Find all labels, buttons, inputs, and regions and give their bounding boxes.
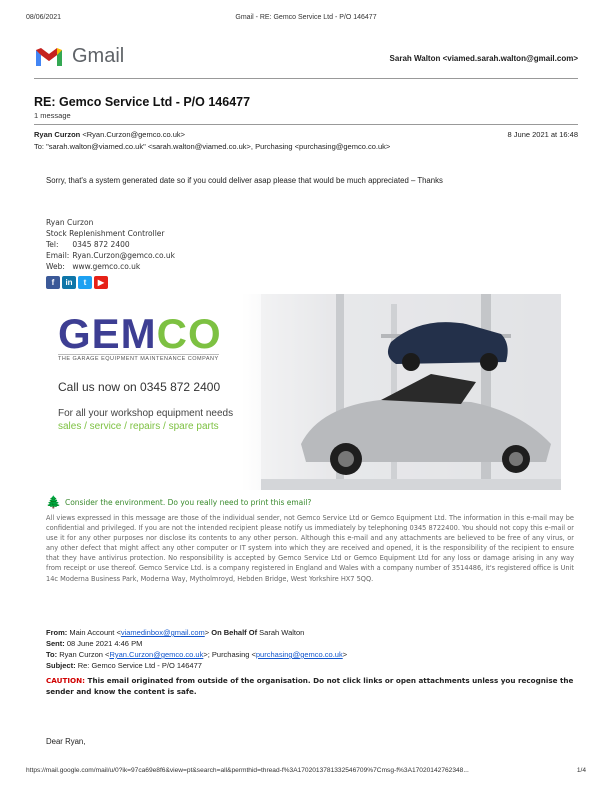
- gemco-banner[interactable]: [46, 294, 561, 490]
- signature-email: [46, 251, 175, 260]
- disclaimer: All views expressed in this message are those of the individual sender, not Gemco Service Ltd or Gemco Equipment Ltd. The information in this e-mail may be confidential and privileged. If you are not the intended recipient please notify us immediately by telephoning 0345 8722400. You should not copy this e-mail or use it for any other purposes nor disclose its contents to any other person. Although this e-mail and any attachments are believed to be free of any virus, or any other defect that might affect any other computer or IT system into which they are received and opened, it is the responsibility of the recipient to ensure that they have antivirus protection. No responsibility is accepted by Gemco Service Ltd or Gemco Equipment Ltd for any loss or damage arising in any way from receipt or use thereof. Gemco Service Ltd. is a company registered in England and Wales with a company number of 3514486, it's registered office is Unit 14c Moderna Business Park, Moderna Way, Mytholmroyd, Hebden Bridge, West Yorkshire HX7 5QQ.: [46, 514, 574, 583]
- signature-web: [46, 262, 140, 271]
- footer-page: 1/4: [576, 767, 586, 774]
- tel-value: 0345 872 2400: [72, 240, 130, 249]
- signature-name: Ryan Curzon: [46, 218, 94, 227]
- account-email: Sarah Walton <viamed.sarah.walton@gmail.com>: [389, 54, 578, 63]
- workshop-photo-icon: [261, 294, 561, 490]
- tel-label: Tel:: [46, 240, 59, 249]
- divider: [34, 78, 578, 79]
- linkedin-icon[interactable]: in: [62, 276, 76, 289]
- fwd-sent: Sent: 08 June 2021 4:46 PM: [46, 639, 143, 648]
- thread-subject: RE: Gemco Service Ltd - P/O 146477: [34, 95, 251, 109]
- environment-note: [46, 495, 311, 509]
- web-value[interactable]: www.gemco.co.uk: [72, 262, 141, 271]
- fwd-from: From: Main Account <viamedinbox@gmail.com> On Behalf Of Sarah Walton: [46, 628, 305, 637]
- gemco-logo: GEMCO: [58, 310, 222, 357]
- fwd-from-email[interactable]: viamedinbox@gmail.com: [120, 628, 205, 637]
- tree-icon: 🌲: [46, 495, 61, 509]
- caution-label: CAUTION:: [46, 676, 86, 685]
- facebook-icon[interactable]: f: [46, 276, 60, 289]
- sender: [34, 130, 185, 139]
- banner-services: sales / service / repairs / spare parts: [58, 421, 219, 432]
- gemco-tagline: THE GARAGE EQUIPMENT MAINTENANCE COMPANY: [58, 356, 219, 362]
- youtube-icon[interactable]: ▶: [94, 276, 108, 289]
- message-date: 8 June 2021 at 16:48: [507, 130, 578, 139]
- print-title: Gmail - RE: Gemco Service Ltd - P/O 146477: [235, 14, 377, 21]
- divider: [34, 124, 578, 125]
- web-label: Web:: [46, 262, 65, 271]
- fwd-to: To: Ryan Curzon <Ryan.Curzon@gemco.co.uk>; Purchasing <purchasing@gemco.co.uk>: [46, 650, 348, 659]
- fwd-subject: Subject: Re: Gemco Service Ltd - P/O 146477: [46, 661, 202, 670]
- print-date: 08/06/2021: [26, 14, 62, 21]
- sender-name: Ryan Curzon: [34, 130, 81, 139]
- fwd-to-email2[interactable]: purchasing@gemco.co.uk: [255, 650, 343, 659]
- email-label: Email:: [46, 251, 70, 260]
- banner-call: Call us now on 0345 872 2400: [58, 380, 221, 394]
- recipients: To: "sarah.walton@viamed.co.uk" <sarah.walton@viamed.co.uk>, Purchasing <purchasing@gemco.co.uk>: [34, 142, 391, 151]
- caution-text: This email originated from outside of the organisation. Do not click links or open attachments unless you recognise the sender and know the content is safe.: [46, 676, 574, 696]
- signature-tel: [46, 240, 130, 249]
- footer-url: https://mail.google.com/mail/u/0?ik=97ca69e8f6&view=pt&search=all&permthid=thread-f%3A1702013781332546709%7Cmsg-f%3A17020142762348...: [26, 767, 469, 774]
- email-value[interactable]: Ryan.Curzon@gemco.co.uk: [72, 251, 175, 260]
- message-body: Sorry, that's a system generated date so if you could deliver asap please that would be much appreciated – Thanks: [46, 176, 443, 185]
- twitter-icon[interactable]: t: [78, 276, 92, 289]
- message-count: 1 message: [34, 111, 71, 120]
- gmail-wordmark: Gmail: [72, 45, 125, 67]
- caution-notice: [46, 676, 574, 698]
- environment-text: Consider the environment. Do you really need to print this email?: [64, 497, 312, 507]
- signature-role: Stock Replenishment Controller: [46, 229, 165, 238]
- sender-email: <Ryan.Curzon@gemco.co.uk>: [82, 130, 186, 139]
- greeting: Dear Ryan,: [46, 737, 86, 746]
- fwd-to-email1[interactable]: Ryan.Curzon@gemco.co.uk: [109, 650, 204, 659]
- social-icons: [46, 276, 108, 289]
- banner-workshop: For all your workshop equipment needs: [58, 408, 234, 419]
- gmail-logo-icon: [34, 44, 64, 68]
